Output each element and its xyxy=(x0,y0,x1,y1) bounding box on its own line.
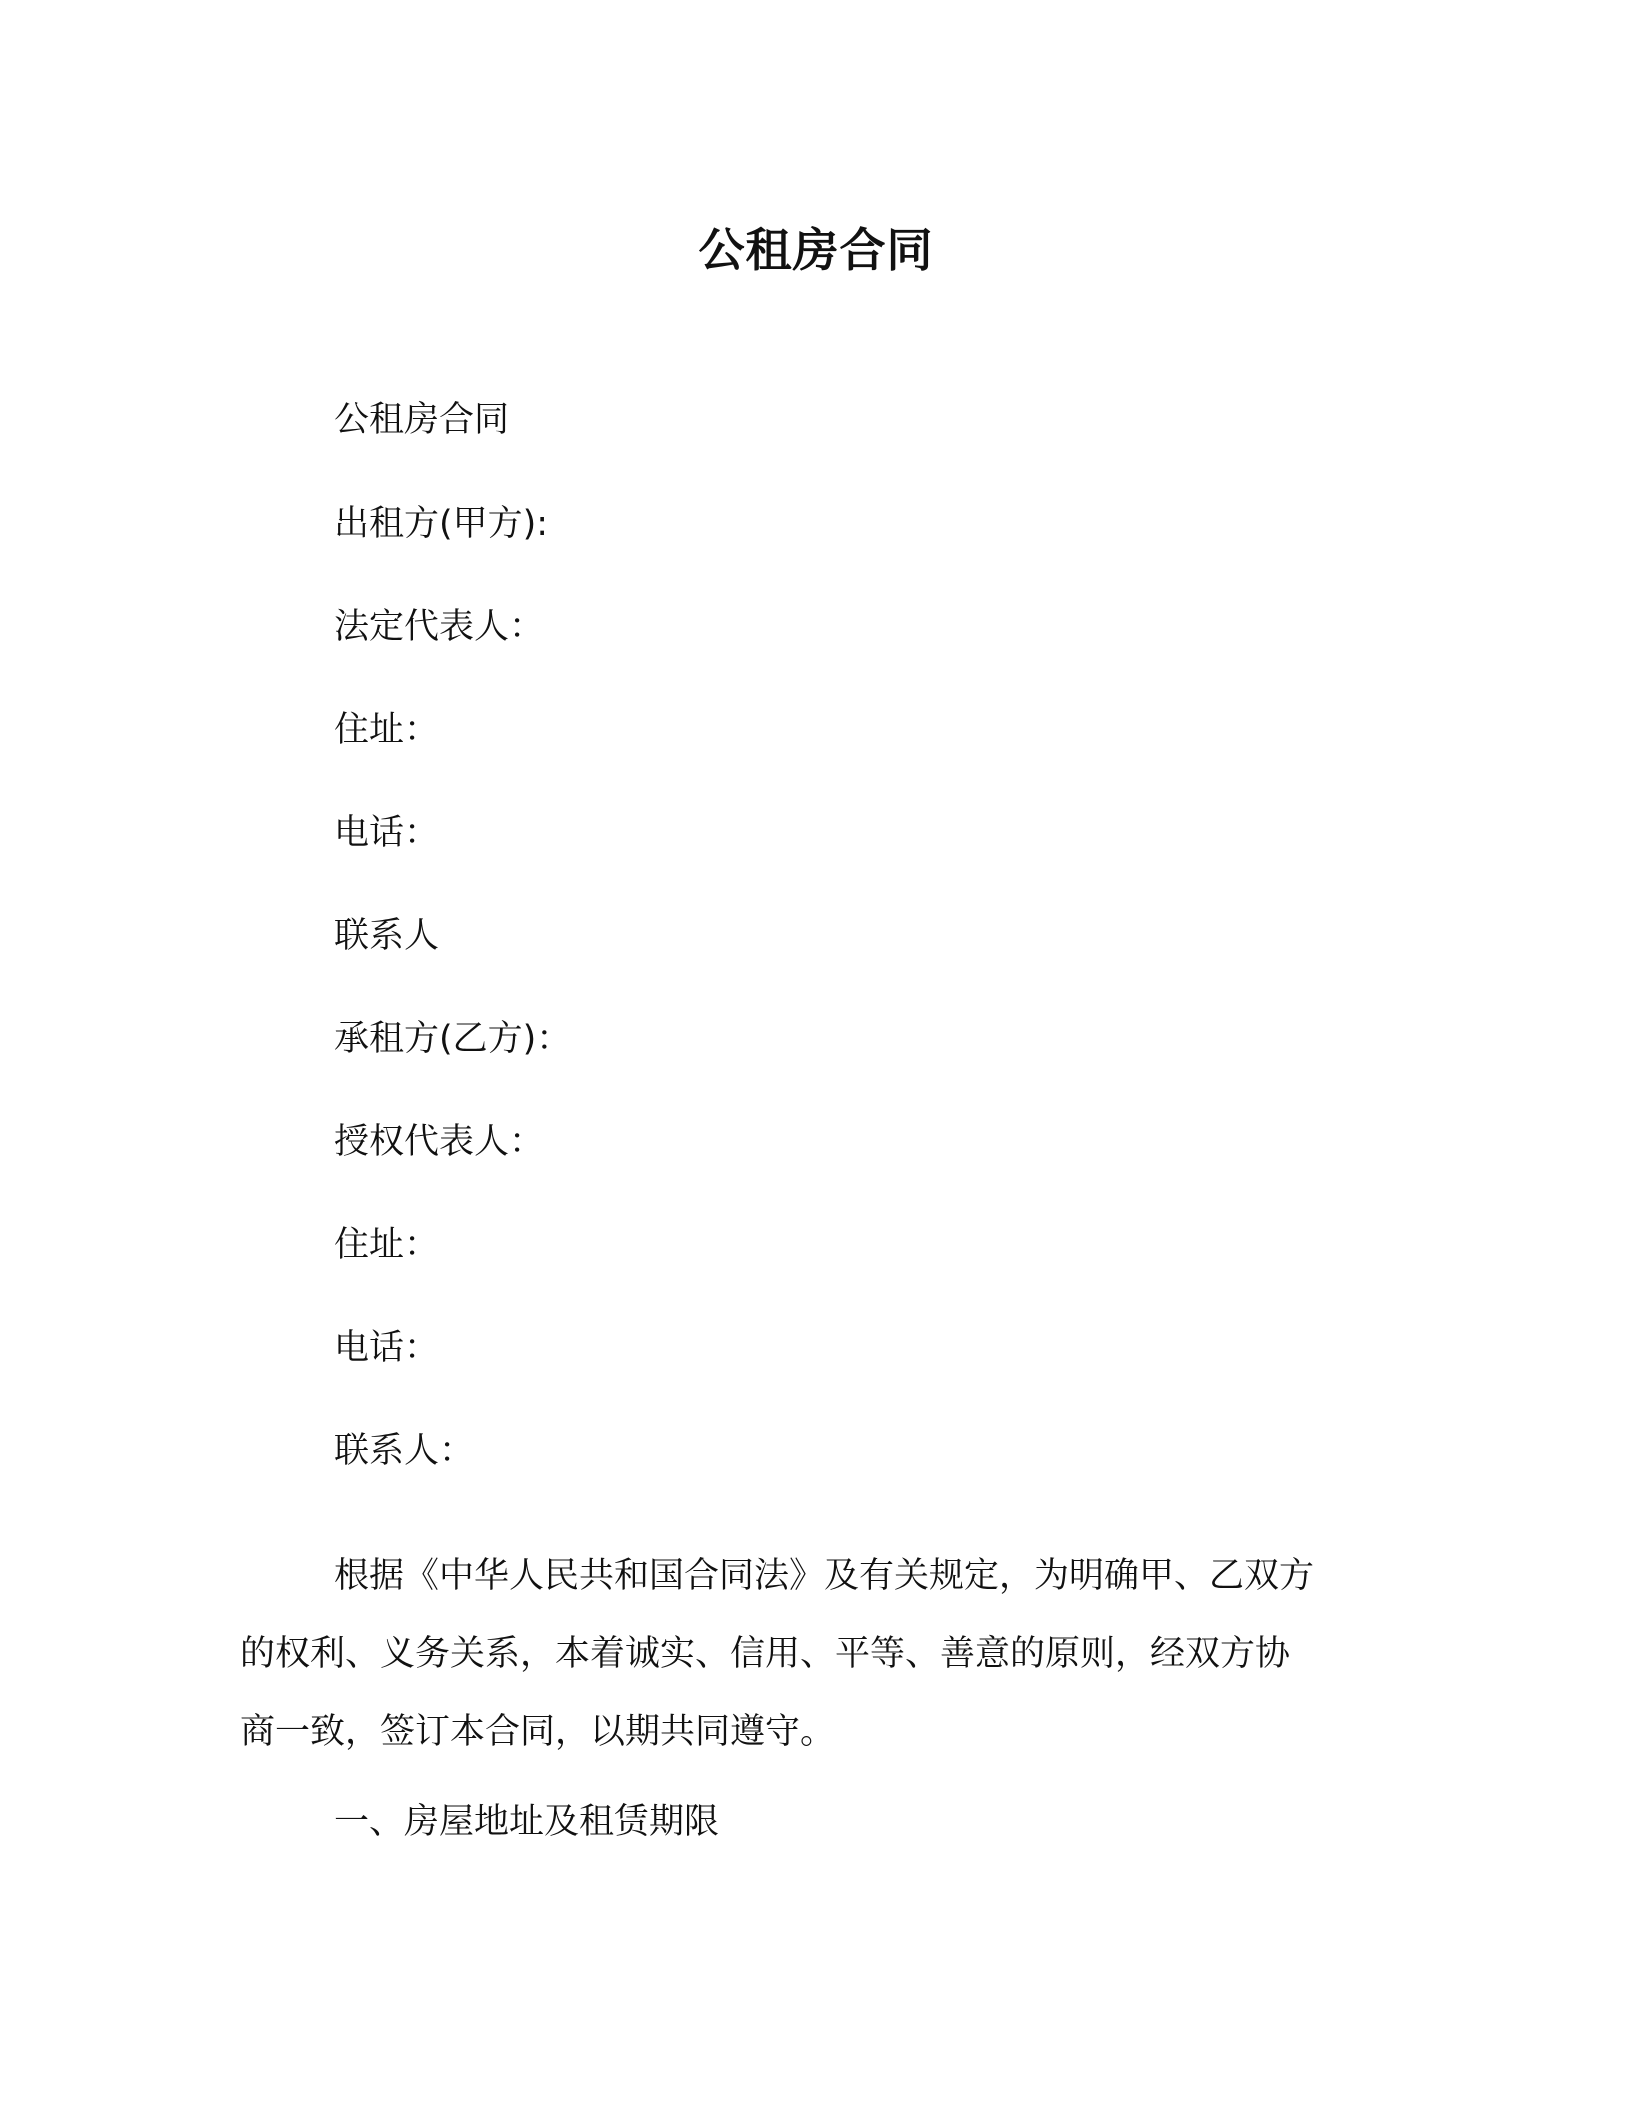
lessor-party-label: 出租方(甲方): xyxy=(334,504,549,544)
section-1-heading: 一、房屋地址及租赁期限 xyxy=(334,1802,720,1842)
lessee-phone-label: 电话： xyxy=(334,1328,440,1368)
lessee-party-label: 承租方(乙方)： xyxy=(334,1019,572,1059)
lessor-contact-label: 联系人 xyxy=(334,916,440,956)
intro-paragraph xyxy=(240,1537,1370,1771)
lessee-contact-label: 联系人： xyxy=(334,1431,475,1471)
intro-paragraph-line: 根据《中华人民共和国合同法》及有关规定，为明确甲、乙双方 xyxy=(334,1556,1315,1596)
document-title: 公租房合同 xyxy=(698,223,934,277)
document-subtitle: 公租房合同 xyxy=(334,400,510,440)
intro-paragraph-line: 商一致，签订本合同，以期共同遵守。 xyxy=(240,1712,836,1752)
lessor-phone-label: 电话： xyxy=(334,813,440,853)
lessor-legal-rep-label: 法定代表人： xyxy=(334,607,545,647)
lessee-auth-rep-label: 授权代表人： xyxy=(334,1122,545,1162)
lessor-address-label: 住址： xyxy=(334,710,440,750)
lessee-address-label: 住址： xyxy=(334,1225,440,1265)
intro-paragraph-line: 的权利、义务关系，本着诚实、信用、平等、善意的原则，经双方协 xyxy=(240,1634,1291,1674)
